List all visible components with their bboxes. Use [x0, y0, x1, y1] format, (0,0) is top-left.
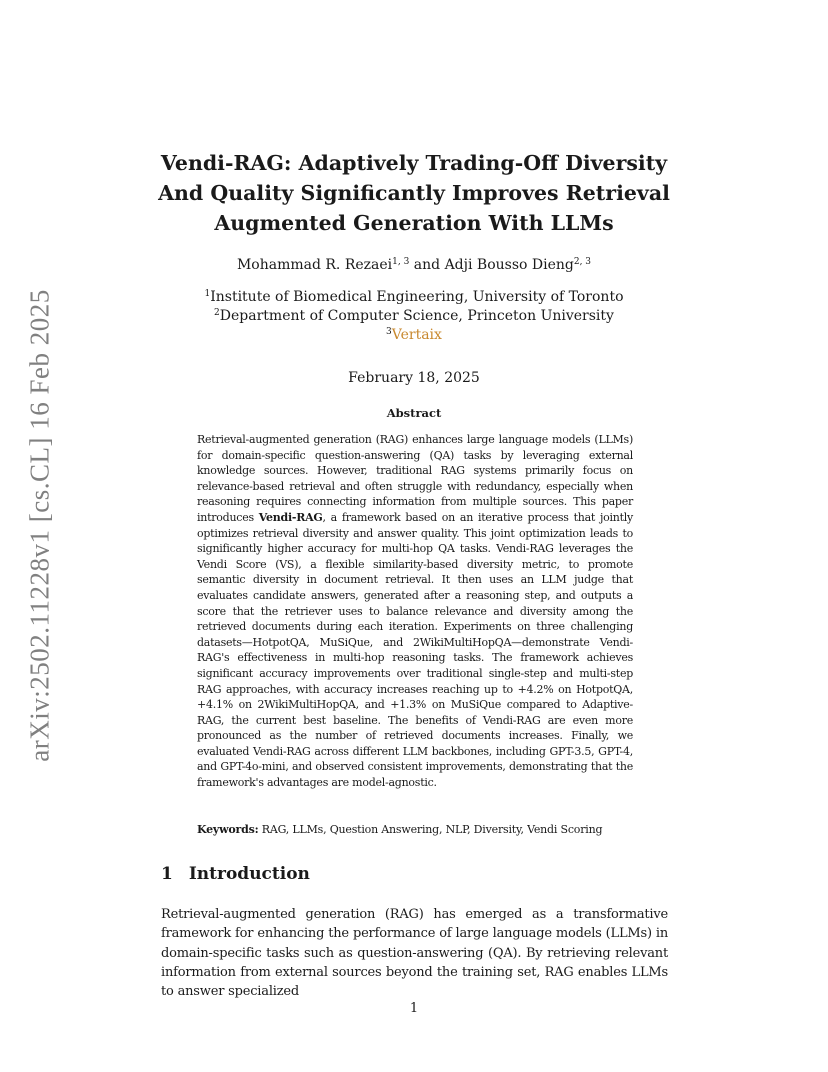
author-affil-marker: 1, 3	[392, 257, 410, 267]
affiliation-text: Institute of Biomedical Engineering, University of Toronto	[210, 289, 624, 305]
author-affil-marker: 2, 3	[573, 257, 592, 267]
publication-date: February 18, 2025	[348, 370, 480, 386]
keywords-label: Keywords:	[197, 823, 259, 836]
section-heading	[161, 864, 310, 884]
abstract-text: , a framework based on an iterative process that jointly optimizes retrieval diversity and answer quality. This joint optimization leads to significantly higher accuracy for multi-hop QA tasks. Vendi-RAG leverages the Vendi Score (VS), a flexible similarity-based diversity metric, to promote semantic diversity in document retrieval. It then uses an LLM judge that evaluates candidate answers, generated after a reasoning step, and outputs a score that the retriever uses to balance relevance and diversity among the retrieved documents during each iteration. Experiments on three challenging datasets—HotpotQA, MuSiQue, and 2WikiMultiHopQA—demonstrate Vendi-RAG's effectiveness in multi-hop reasoning tasks. The framework achieves significant accuracy improvements over traditional single-step and multi-step RAG approaches, with accuracy increases reaching up to +4.2% on HotpotQA, +4.1% on 2WikiMultiHopQA, and +1.3% on MuSiQue compared to Adaptive-RAG, the current best baseline. The benefits of Vendi-RAG are even more pronounced as the number of retrieved documents increases. Finally, we evaluated Vendi-RAG across different LLM backbones, including GPT-3.5, GPT-4, and GPT-4o-mini, and observed consistent improvements, demonstrating that the framework's advantages are model-agnostic.	[197, 510, 633, 790]
affiliation-marker: 3	[386, 327, 392, 337]
arxiv-id: arXiv:2502.11228v1 [cs.CL] 16 Feb 2025	[24, 288, 55, 762]
page-number: 1	[409, 1001, 419, 1016]
author-name: Adji Bousso Dieng	[444, 257, 574, 273]
affiliations	[150, 288, 678, 345]
section-number: 1	[161, 864, 173, 884]
abstract-body	[197, 432, 633, 791]
affiliation-line	[150, 307, 678, 326]
affiliation-line	[150, 288, 678, 307]
author-line	[150, 255, 678, 275]
affiliation-line	[150, 326, 678, 345]
affiliation-marker: 2	[214, 308, 220, 318]
author-conjunction: and	[409, 257, 445, 273]
abstract-framework-name: Vendi-RAG	[258, 510, 323, 524]
affiliation-text: Department of Computer Science, Princeton University	[219, 308, 614, 324]
section-title: Introduction	[188, 864, 310, 884]
intro-paragraph: Retrieval-augmented generation (RAG) has emerged as a transformative framework for enhancing the performance of large language models (LLMs) in domain-specific tasks such as question-answering (QA). By retrieving relevant information from external sources beyond the training set, RAG enables LLMs to answer specialized	[161, 907, 668, 1000]
arxiv-watermark	[22, 290, 58, 760]
keywords	[197, 822, 633, 838]
vertaix-link[interactable]: Vertaix	[391, 327, 442, 343]
keywords-text: RAG, LLMs, Question Answering, NLP, Diversity, Vendi Scoring	[258, 823, 603, 836]
paper-title: Vendi-RAG: Adaptively Trading-Off Diversity And Quality Significantly Improves Retrieval Augmented Generation With LLMs	[158, 151, 670, 235]
abstract-text: Retrieval-augmented generation (RAG) enhances large language models (LLMs) for domain-specific question-answering (QA) tasks by leveraging external knowledge sources. However, traditional RAG systems primarily focus on relevance-based retrieval and often struggle with redundancy, especially when reasoning requires connecting information from multiple sources. This paper introduces	[197, 433, 633, 524]
abstract-heading: Abstract	[386, 406, 442, 420]
author-name: Mohammad R. Rezaei	[236, 257, 393, 273]
affiliation-marker: 1	[204, 289, 211, 299]
